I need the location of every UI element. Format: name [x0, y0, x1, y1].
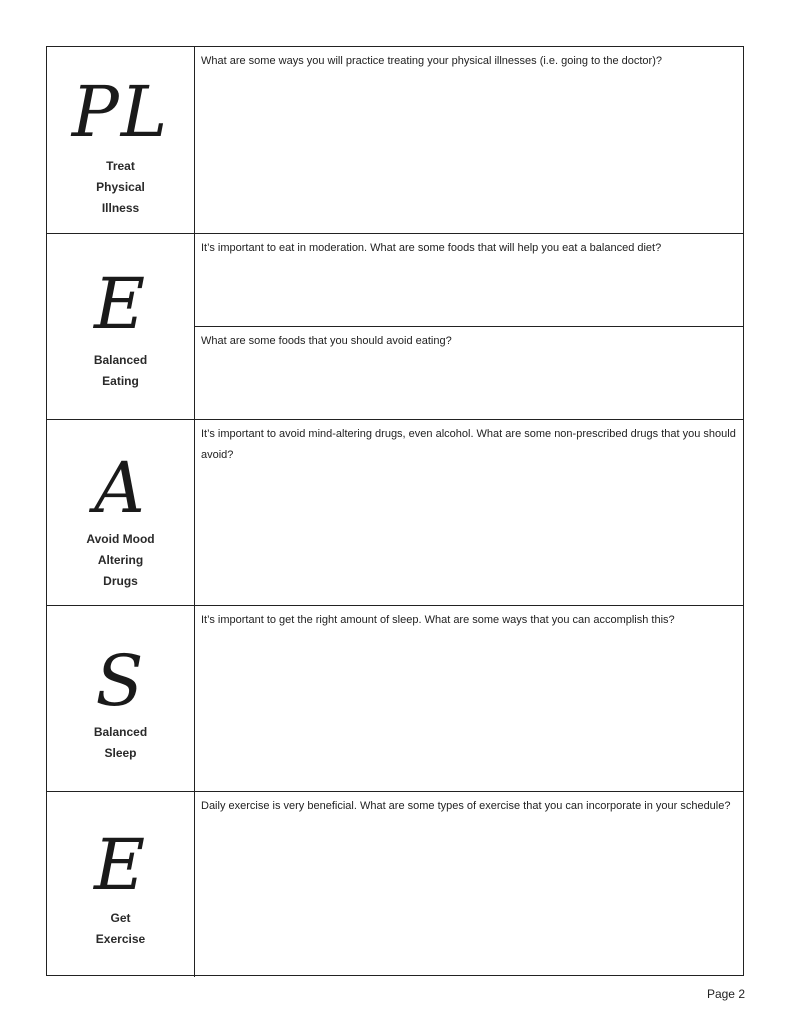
- letter-cell: [47, 606, 195, 791]
- question-prompt: It’s important to get the right amount of sleep. What are some ways that you can accomplish this?: [201, 614, 675, 626]
- section-caption: [47, 908, 194, 950]
- section-letter: E: [93, 263, 148, 345]
- section-balanced-sleep: [47, 606, 743, 792]
- answer-area[interactable]: [195, 420, 743, 605]
- caption-line: Treat: [106, 159, 135, 173]
- answer-area[interactable]: [195, 792, 743, 977]
- section-letter: PL: [71, 71, 170, 153]
- caption-line: Illness: [101, 201, 140, 215]
- answer-area[interactable]: [195, 606, 743, 791]
- section-caption: [47, 529, 194, 592]
- section-treat-physical-illness: [47, 47, 743, 234]
- section-avoid-mood-altering-drugs: [47, 420, 743, 606]
- section-caption: [47, 156, 194, 219]
- caption-line: Drugs: [103, 574, 138, 588]
- caption-line: Sleep: [104, 746, 137, 760]
- section-letter: S: [95, 640, 146, 722]
- question-prompt: It’s important to avoid mind-altering drugs, even alcohol. What are some non-prescribed drugs that you should avoid?: [201, 428, 736, 461]
- caption-line: Altering: [97, 553, 144, 567]
- caption-line: Balanced: [93, 725, 148, 739]
- section-letter: A: [94, 447, 147, 529]
- answer-area[interactable]: [195, 47, 743, 233]
- caption-line: Avoid Mood: [86, 532, 155, 546]
- letter-cell: [47, 792, 195, 977]
- question-prompt: It’s important to eat in moderation. What are some foods that will help you eat a balanced diet?: [201, 242, 662, 254]
- caption-line: Get: [110, 911, 131, 925]
- please-worksheet: [46, 46, 744, 976]
- question-prompt: What are some foods that you should avoid eating?: [195, 326, 743, 420]
- answer-area[interactable]: [195, 234, 743, 419]
- section-balanced-eating: [47, 234, 743, 420]
- caption-line: Balanced: [93, 353, 148, 367]
- letter-cell: [47, 234, 195, 419]
- caption-line: Eating: [102, 374, 139, 388]
- section-get-exercise: [47, 792, 743, 977]
- section-letter: E: [93, 824, 148, 906]
- section-caption: [47, 722, 194, 764]
- caption-line: Exercise: [95, 932, 146, 946]
- letter-cell: [47, 47, 195, 233]
- letter-cell: [47, 420, 195, 605]
- caption-line: Physical: [96, 180, 145, 194]
- section-caption: [47, 350, 194, 392]
- question-prompt: What are some ways you will practice treating your physical illnesses (i.e. going to the doctor)?: [201, 55, 662, 67]
- question-prompt: Daily exercise is very beneficial. What are some types of exercise that you can incorporate in your schedule?: [201, 800, 731, 812]
- page-number: Page 2: [706, 987, 745, 1001]
